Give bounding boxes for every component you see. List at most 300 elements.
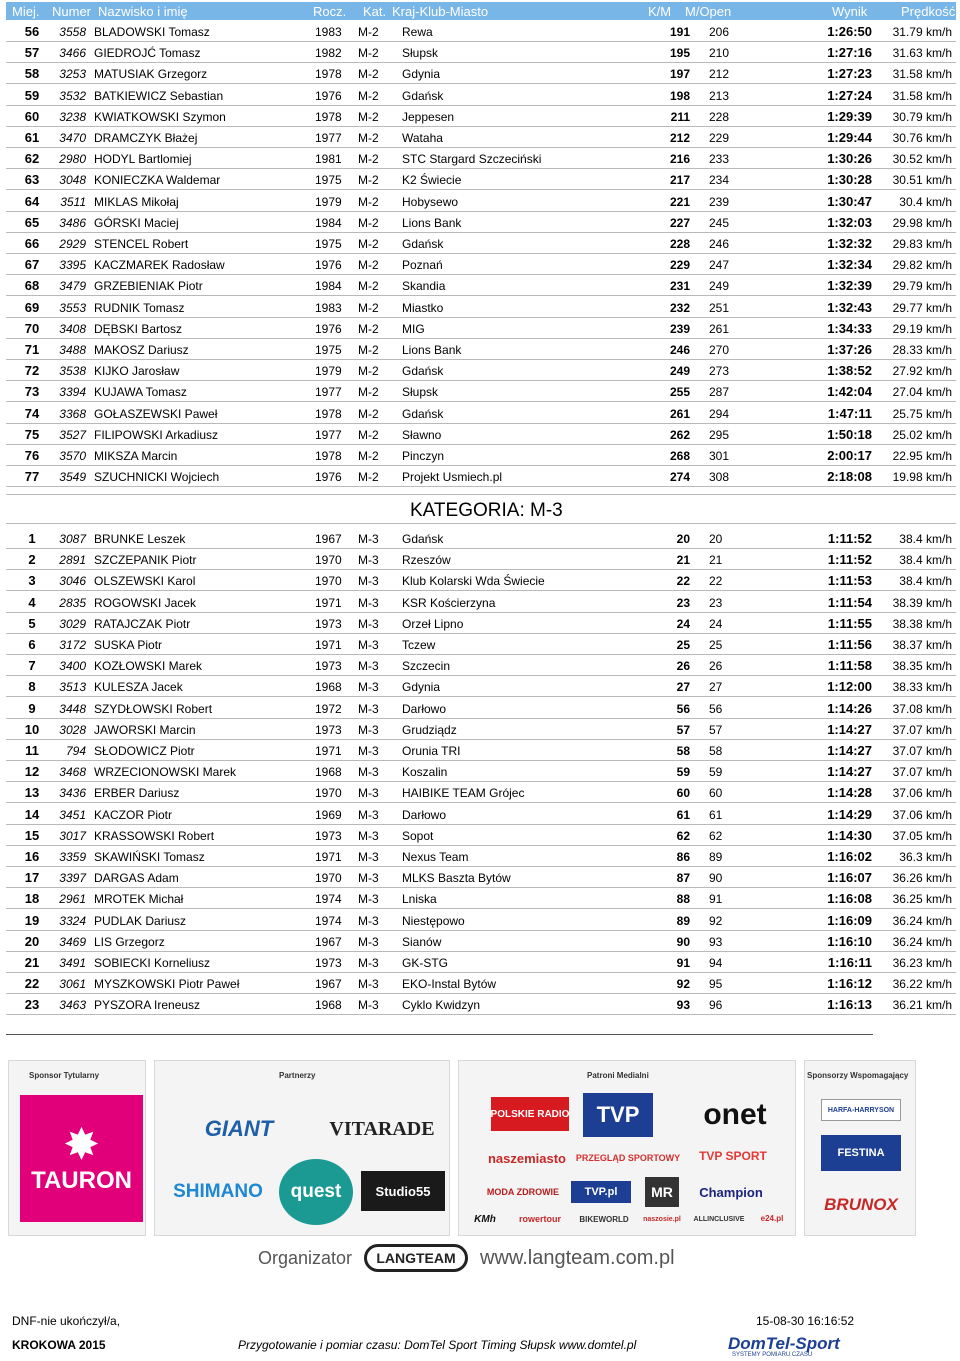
place-cell: 71	[24, 342, 40, 357]
result-time-cell: 1:29:39	[827, 108, 872, 124]
name-cell: GRZEBIENIAK Piotr	[94, 279, 203, 294]
name-cell: BLADOWSKI Tomasz	[94, 25, 210, 39]
km-place-cell: 216	[669, 152, 690, 167]
place-cell: 69	[24, 299, 40, 315]
open-place-cell: 233	[709, 152, 730, 167]
speed-cell: 36.26 km/h	[892, 871, 952, 886]
year-cell: 1971	[315, 744, 342, 758]
table-row	[6, 63, 956, 84]
club-cell: GK-STG	[402, 956, 449, 970]
category-cell: M-3	[358, 956, 379, 970]
km-place-cell: 27	[676, 680, 690, 695]
header-nazwisko: Nazwisko i imię	[98, 4, 188, 19]
tauron-logo: ✸ TAURON	[20, 1095, 143, 1222]
km-place-cell: 212	[669, 131, 690, 145]
name-cell: MYSZKOWSKI Piotr Paweł	[94, 977, 240, 992]
number-cell: 3395	[59, 258, 86, 273]
speed-cell: 36.23 km/h	[892, 956, 952, 970]
club-cell: Wataha	[402, 131, 443, 145]
number-cell: 2929	[59, 237, 86, 251]
number-cell: 3532	[59, 88, 86, 103]
result-time-cell: 1:16:02	[827, 849, 872, 864]
results-header	[6, 2, 956, 20]
place-cell: 16	[24, 849, 40, 864]
number-cell: 3394	[59, 385, 86, 400]
name-cell: KACZMAREK Radosław	[94, 258, 225, 273]
club-cell: MLKS Baszta Bytów	[402, 871, 511, 886]
year-cell: 1978	[315, 109, 342, 124]
year-cell: 1973	[315, 659, 342, 674]
open-place-cell: 247	[709, 258, 730, 273]
name-cell: DARGAS Adam	[94, 871, 179, 886]
speed-cell: 31.58 km/h	[892, 88, 952, 103]
place-cell: 66	[24, 236, 40, 251]
header-predkosc: Prędkość	[901, 4, 956, 19]
category-cell: M-3	[358, 701, 379, 716]
km-place-cell: 274	[669, 470, 690, 485]
club-cell: Jeppesen	[402, 109, 455, 124]
number-cell: 794	[65, 744, 86, 758]
result-time-cell: 1:14:27	[827, 764, 872, 780]
table-row	[6, 952, 956, 973]
place-cell: 77	[24, 469, 40, 485]
header-km: K/M	[648, 4, 672, 19]
open-place-cell: 60	[709, 786, 723, 801]
number-cell: 3538	[59, 364, 86, 379]
km-place-cell: 198	[669, 88, 690, 103]
km-place-cell: 239	[669, 321, 690, 336]
result-time-cell: 1:50:18	[827, 426, 872, 442]
open-place-cell: 57	[709, 722, 723, 737]
table-row	[6, 592, 956, 613]
result-time-cell: 1:32:39	[827, 278, 872, 294]
year-cell: 1975	[315, 173, 342, 188]
club-cell: Gdynia	[402, 67, 441, 82]
name-cell: KONIECZKA Waldemar	[94, 173, 221, 188]
table-row	[6, 360, 956, 381]
table-row	[6, 212, 956, 233]
year-cell: 1974	[315, 913, 342, 928]
open-place-cell: 25	[709, 638, 723, 652]
category-cell: M-3	[358, 595, 379, 610]
speed-cell: 37.05 km/h	[892, 828, 952, 843]
event-name: KROKOWA 2015	[12, 1338, 106, 1352]
number-cell: 3451	[59, 807, 86, 822]
year-cell: 1983	[315, 300, 342, 315]
name-cell: KRASSOWSKI Robert	[94, 828, 215, 843]
result-time-cell: 1:16:13	[827, 997, 872, 1013]
name-cell: JAWORSKI Marcin	[94, 722, 196, 737]
open-place-cell: 206	[709, 25, 730, 39]
number-cell: 2835	[59, 595, 86, 610]
km-place-cell: 231	[669, 279, 690, 294]
shimano-logo: SHIMANO	[173, 1181, 263, 1202]
km-place-cell: 87	[676, 871, 690, 886]
langteam-logo: LANGTEAM	[364, 1244, 468, 1272]
club-cell: STC Stargard Szczeciński	[402, 152, 542, 167]
club-cell: Lions Bank	[402, 343, 462, 357]
club-cell: Szczecin	[402, 659, 451, 674]
km-place-cell: 249	[669, 364, 690, 379]
place-cell: 2	[28, 552, 36, 568]
result-time-cell: 1:32:03	[827, 214, 872, 230]
wspomagajacy-label: Sponsorzy Wspomagający	[807, 1071, 909, 1080]
place-cell: 3	[28, 573, 36, 589]
category-cell: M-2	[358, 215, 379, 230]
place-cell: 9	[28, 700, 36, 716]
km-place-cell: 255	[669, 385, 690, 400]
divider	[6, 1034, 873, 1035]
result-time-cell: 1:42:04	[827, 384, 872, 400]
category-cell: M-2	[358, 88, 379, 103]
km-place-cell: 58	[676, 744, 690, 758]
speed-cell: 38.4 km/h	[899, 553, 952, 568]
category-cell: M-2	[358, 258, 379, 273]
number-cell: 3400	[59, 659, 86, 674]
km-place-cell: 268	[669, 449, 690, 463]
club-cell: Sławno	[402, 427, 442, 442]
table-row	[6, 466, 956, 487]
club-cell: Darłowo	[402, 701, 447, 716]
club-cell: Gdańsk	[402, 88, 444, 103]
name-cell: SZYDŁOWSKI Robert	[94, 701, 213, 716]
result-time-cell: 1:11:52	[827, 552, 872, 568]
open-place-cell: 92	[709, 913, 723, 928]
name-cell: SOBIECKI Korneliusz	[94, 956, 211, 970]
category-cell: M-3	[358, 744, 379, 758]
place-cell: 62	[24, 151, 40, 167]
speed-cell: 37.08 km/h	[892, 701, 952, 716]
table-row	[6, 846, 956, 867]
speed-cell: 27.04 km/h	[892, 385, 952, 400]
table-row	[6, 127, 956, 148]
number-cell: 3488	[59, 343, 86, 357]
e24-logo: e24.pl	[760, 1213, 784, 1223]
category-cell: M-3	[358, 722, 379, 737]
champion-logo: Champion	[699, 1184, 763, 1200]
number-cell: 3466	[59, 46, 86, 61]
domtel-logo: DomTel-Sport	[728, 1334, 840, 1353]
speed-cell: 29.79 km/h	[892, 279, 952, 294]
place-cell: 10	[24, 721, 40, 737]
open-place-cell: 59	[709, 765, 723, 780]
speed-cell: 37.06 km/h	[892, 786, 952, 801]
name-cell: HODYL Bartlomiej	[94, 152, 192, 167]
name-cell: KACZOR Piotr	[94, 807, 173, 822]
category-cell: M-2	[358, 427, 379, 442]
place-cell: 13	[24, 785, 40, 801]
name-cell: KIJKO Jarosław	[94, 364, 180, 379]
year-cell: 1971	[315, 595, 342, 610]
km-place-cell: 91	[676, 956, 690, 970]
mr-logo: MR	[645, 1177, 679, 1207]
year-cell: 1978	[315, 67, 342, 82]
club-cell: Klub Kolarski Wda Świecie	[402, 574, 545, 589]
category-cell: M-3	[358, 892, 379, 907]
result-time-cell: 1:16:09	[827, 912, 872, 928]
year-cell: 1975	[315, 237, 342, 251]
category-cell: M-2	[358, 194, 379, 209]
number-cell: 3028	[59, 722, 86, 737]
year-cell: 1975	[315, 343, 342, 357]
name-cell: FILIPOWSKI Arkadiusz	[94, 427, 219, 442]
name-cell: KWIATKOWSKI Szymon	[94, 109, 226, 124]
club-cell: Gdańsk	[402, 532, 444, 546]
speed-cell: 31.79 km/h	[892, 25, 952, 39]
place-cell: 23	[24, 997, 40, 1013]
name-cell: KULESZA Jacek	[94, 680, 183, 695]
onet-logo: onet	[703, 1098, 767, 1131]
name-cell: MATUSIAK Grzegorz	[94, 67, 208, 82]
name-cell: SŁODOWICZ Piotr	[94, 744, 195, 758]
club-cell: Słupsk	[402, 46, 439, 61]
table-row	[6, 424, 956, 445]
przeglad-sportowy-logo: PRZEGLĄD SPORTOWY	[575, 1153, 681, 1163]
result-time-cell: 1:12:00	[827, 679, 872, 695]
km-place-cell: 20	[676, 532, 690, 546]
club-cell: Skandia	[402, 279, 446, 294]
category-cell: M-3	[358, 977, 379, 992]
category-cell: M-2	[358, 67, 379, 82]
result-time-cell: 1:27:23	[827, 66, 872, 82]
number-cell: 3048	[59, 173, 86, 188]
category-cell: M-2	[358, 364, 379, 379]
open-place-cell: 295	[709, 427, 730, 442]
speed-cell: 36.25 km/h	[892, 892, 952, 907]
km-place-cell: 21	[676, 553, 690, 568]
table-row	[6, 233, 956, 254]
club-cell: Gdynia	[402, 680, 441, 695]
speed-cell: 36.3 km/h	[899, 850, 952, 864]
open-place-cell: 95	[709, 977, 723, 992]
result-time-cell: 1:11:56	[827, 637, 872, 652]
tvp-sport-logo: TVP SPORT	[699, 1149, 767, 1163]
km-place-cell: 57	[676, 722, 690, 737]
result-time-cell: 1:14:27	[827, 721, 872, 737]
open-place-cell: 245	[709, 215, 730, 230]
place-cell: 5	[28, 615, 36, 631]
name-cell: BRUNKE Leszek	[94, 532, 186, 546]
number-cell: 3486	[59, 215, 86, 230]
open-place-cell: 301	[709, 449, 730, 463]
category-cell: M-2	[358, 343, 379, 357]
km-place-cell: 26	[676, 659, 690, 674]
speed-cell: 22.95 km/h	[892, 449, 952, 463]
number-cell: 3061	[59, 977, 86, 992]
name-cell: SZCZEPANIK Piotr	[94, 553, 197, 568]
open-place-cell: 23	[709, 595, 723, 610]
km-place-cell: 93	[676, 998, 690, 1013]
result-time-cell: 1:16:12	[827, 976, 872, 992]
table-row	[6, 106, 956, 127]
category-cell: M-3	[358, 553, 379, 568]
table-row	[6, 804, 956, 825]
club-cell: Sopot	[402, 828, 434, 843]
category-cell: M-2	[358, 449, 379, 463]
table-row	[6, 42, 956, 63]
km-place-cell: 92	[676, 977, 690, 992]
km-place-cell: 61	[676, 807, 690, 822]
header-wynik: Wynik	[832, 4, 868, 19]
result-time-cell: 1:16:10	[827, 933, 872, 949]
place-cell: 15	[24, 827, 40, 843]
open-place-cell: 96	[709, 998, 723, 1013]
open-place-cell: 212	[709, 67, 730, 82]
year-cell: 1970	[315, 871, 342, 886]
result-time-cell: 1:47:11	[827, 405, 872, 421]
place-cell: 65	[24, 214, 40, 230]
open-place-cell: 93	[709, 934, 723, 949]
table-row	[6, 528, 956, 549]
table-row	[6, 339, 956, 360]
result-time-cell: 1:38:52	[827, 363, 872, 379]
km-place-cell: 229	[669, 258, 690, 273]
open-place-cell: 308	[709, 470, 730, 485]
organizer-url: www.langteam.com.pl	[480, 1247, 675, 1269]
year-cell: 1977	[315, 385, 342, 400]
place-cell: 21	[24, 955, 40, 970]
number-cell: 3029	[59, 616, 86, 631]
open-place-cell: 251	[709, 300, 730, 315]
organizer-label: Organizator	[258, 1248, 353, 1268]
number-cell: 2980	[59, 152, 86, 167]
km-place-cell: 56	[676, 701, 690, 716]
year-cell: 1976	[315, 321, 342, 336]
result-time-cell: 1:14:30	[827, 827, 872, 843]
timing-credit: Przygotowanie i pomiar czasu: DomTel Sport Timing Słupsk www.domtel.pl	[238, 1338, 637, 1352]
year-cell: 1972	[315, 701, 342, 716]
open-place-cell: 273	[709, 364, 730, 379]
year-cell: 1982	[315, 46, 342, 61]
result-time-cell: 1:11:52	[827, 531, 872, 546]
speed-cell: 27.92 km/h	[892, 364, 952, 379]
year-cell: 1976	[315, 258, 342, 273]
year-cell: 1967	[315, 977, 342, 992]
bikeworld-logo: BIKEWORLD	[579, 1214, 629, 1224]
name-cell: MIKLAS Mikołaj	[94, 194, 179, 209]
speed-cell: 36.24 km/h	[892, 934, 952, 949]
allinclusive-logo: ALLINCLUSIVE	[693, 1215, 745, 1223]
number-cell: 3408	[59, 321, 86, 336]
result-time-cell: 1:37:26	[827, 342, 872, 357]
name-cell: DRAMCZYK Błażej	[94, 131, 198, 145]
speed-cell: 29.82 km/h	[892, 258, 952, 273]
number-cell: 3549	[59, 470, 86, 485]
place-cell: 17	[24, 870, 40, 886]
header-kat: Kat.	[363, 4, 387, 19]
number-cell: 3324	[59, 913, 86, 928]
year-cell: 1967	[315, 532, 342, 546]
category-cell: M-2	[358, 237, 379, 251]
club-cell: Poznań	[402, 258, 443, 273]
category-cell: M-2	[358, 385, 379, 400]
number-cell: 3570	[59, 449, 86, 463]
name-cell: WRZECIONOWSKI Marek	[94, 765, 237, 780]
name-cell: SUSKA Piotr	[94, 638, 163, 652]
result-time-cell: 1:16:07	[827, 870, 872, 886]
table-row	[6, 21, 956, 42]
km-place-cell: 211	[670, 109, 690, 124]
number-cell: 2961	[59, 892, 86, 907]
open-place-cell: 228	[709, 109, 730, 124]
km-place-cell: 261	[669, 406, 690, 421]
result-time-cell: 1:14:28	[827, 785, 872, 801]
year-cell: 1978	[315, 449, 342, 463]
table-row	[6, 445, 956, 466]
patroni-panel	[458, 1060, 796, 1236]
name-cell: KOZŁOWSKI Marek	[94, 659, 203, 674]
speed-cell: 29.19 km/h	[892, 321, 952, 336]
name-cell: DĘBSKI Bartosz	[94, 321, 183, 336]
speed-cell: 37.07 km/h	[892, 722, 952, 737]
header-miej: Miej.	[12, 4, 40, 19]
number-cell: 3397	[59, 871, 86, 886]
name-cell: SZUCHNICKI Wojciech	[94, 470, 220, 485]
km-place-cell: 22	[676, 574, 690, 589]
place-cell: 74	[24, 405, 40, 421]
name-cell: STENCEL Robert	[94, 237, 189, 251]
open-place-cell: 261	[709, 321, 730, 336]
speed-cell: 29.98 km/h	[892, 215, 952, 230]
category-cell: M-3	[358, 850, 379, 864]
brunox-logo: BRUNOX	[824, 1195, 898, 1214]
number-cell: 3470	[59, 131, 86, 145]
place-cell: 75	[24, 426, 40, 442]
km-place-cell: 86	[676, 850, 690, 864]
print-timestamp: 15-08-30 16:16:52	[756, 1314, 855, 1328]
sponsorzy-wspomagajacy-panel	[804, 1060, 916, 1236]
naszemiasto-logo: naszemiasto	[487, 1150, 567, 1166]
table-row	[6, 931, 956, 952]
result-time-cell: 1:11:58	[827, 658, 872, 674]
name-cell: PYSZORA Ireneusz	[94, 998, 201, 1013]
table-row	[6, 318, 956, 339]
number-cell: 3558	[59, 25, 86, 39]
speed-cell: 38.38 km/h	[892, 616, 952, 631]
result-time-cell: 2:00:17	[827, 448, 872, 463]
open-place-cell: 287	[709, 385, 730, 400]
number-cell: 3513	[59, 680, 86, 695]
year-cell: 1976	[315, 88, 342, 103]
partnerzy-label: Partnerzy	[279, 1071, 316, 1080]
name-cell: LIS Grzegorz	[94, 934, 165, 949]
speed-cell: 38.4 km/h	[899, 574, 952, 589]
place-cell: 18	[24, 891, 40, 907]
open-place-cell: 27	[709, 680, 723, 695]
km-place-cell: 217	[669, 173, 690, 188]
open-place-cell: 249	[709, 279, 730, 294]
open-place-cell: 213	[709, 88, 730, 103]
category-cell: M-2	[358, 321, 379, 336]
speed-cell: 30.76 km/h	[892, 131, 952, 145]
place-cell: 56	[24, 24, 40, 39]
place-cell: 72	[24, 363, 40, 379]
domtel-subtitle: SYSTEMY POMIARU CZASU	[732, 1352, 813, 1358]
place-cell: 70	[24, 320, 40, 336]
speed-cell: 31.58 km/h	[892, 67, 952, 82]
km-place-cell: 232	[669, 300, 690, 315]
open-place-cell: 91	[709, 892, 723, 907]
result-time-cell: 1:27:24	[827, 87, 872, 103]
year-cell: 1981	[315, 152, 342, 167]
number-cell: 2891	[59, 553, 86, 568]
category-cell: M-2	[358, 152, 379, 167]
club-cell: Darłowo	[402, 807, 447, 822]
category-cell: M-3	[358, 574, 379, 589]
speed-cell: 38.35 km/h	[892, 659, 952, 674]
number-cell: 3253	[59, 67, 86, 82]
table-row	[6, 381, 956, 402]
